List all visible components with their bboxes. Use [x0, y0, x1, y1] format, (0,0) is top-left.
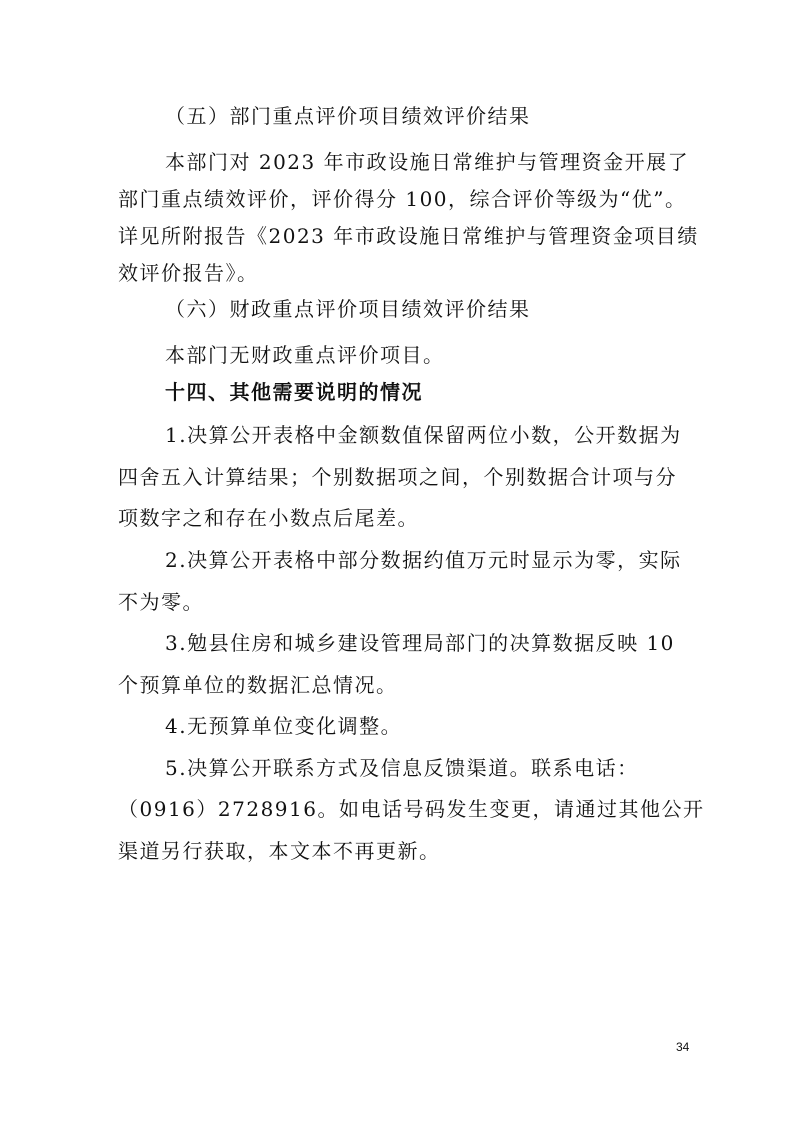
section-14-heading: 十四、其他需要说明的情况	[165, 380, 423, 404]
item-3-line: 个预算单位的数据汇总情况。	[118, 673, 398, 697]
paragraph-line: 部门重点绩效评价，评价得分 100，综合评价等级为“优”。	[118, 187, 687, 211]
item-1-line: 项数字之和存在小数点后尾差。	[118, 506, 419, 530]
item-5-line: 渠道另行获取，本文本不再更新。	[118, 839, 441, 863]
section-5-heading: （五）部门重点评价项目绩效评价结果	[165, 104, 531, 128]
item-2-line: 2.决算公开表格中部分数据约值万元时显示为零，实际	[165, 548, 682, 572]
item-1-line: 四舍五入计算结果；个别数据项之间，个别数据合计项与分	[118, 465, 677, 489]
page-number: 34	[676, 1040, 690, 1054]
item-5-line: （0916）2728916。如电话号码发生变更，请通过其他公开	[118, 797, 705, 821]
item-3-line: 3.勉县住房和城乡建设管理局部门的决算数据反映 10	[165, 631, 675, 655]
item-1-line: 1.决算公开表格中金额数值保留两位小数，公开数据为	[165, 423, 682, 447]
item-2-line: 不为零。	[118, 590, 204, 614]
paragraph-line: 详见所附报告《2023 年市政设施日常维护与管理资金项目绩	[118, 224, 699, 248]
section-6-heading: （六）财政重点评价项目绩效评价结果	[165, 297, 531, 321]
paragraph-line: 本部门无财政重点评价项目。	[165, 343, 445, 367]
item-5-line: 5.决算公开联系方式及信息反馈渠道。联系电话：	[165, 756, 639, 780]
paragraph-line: 本部门对 2023 年市政设施日常维护与管理资金开展了	[165, 150, 690, 174]
item-4-line: 4.无预算单位变化调整。	[165, 714, 403, 738]
paragraph-line: 效评价报告》。	[118, 261, 259, 285]
